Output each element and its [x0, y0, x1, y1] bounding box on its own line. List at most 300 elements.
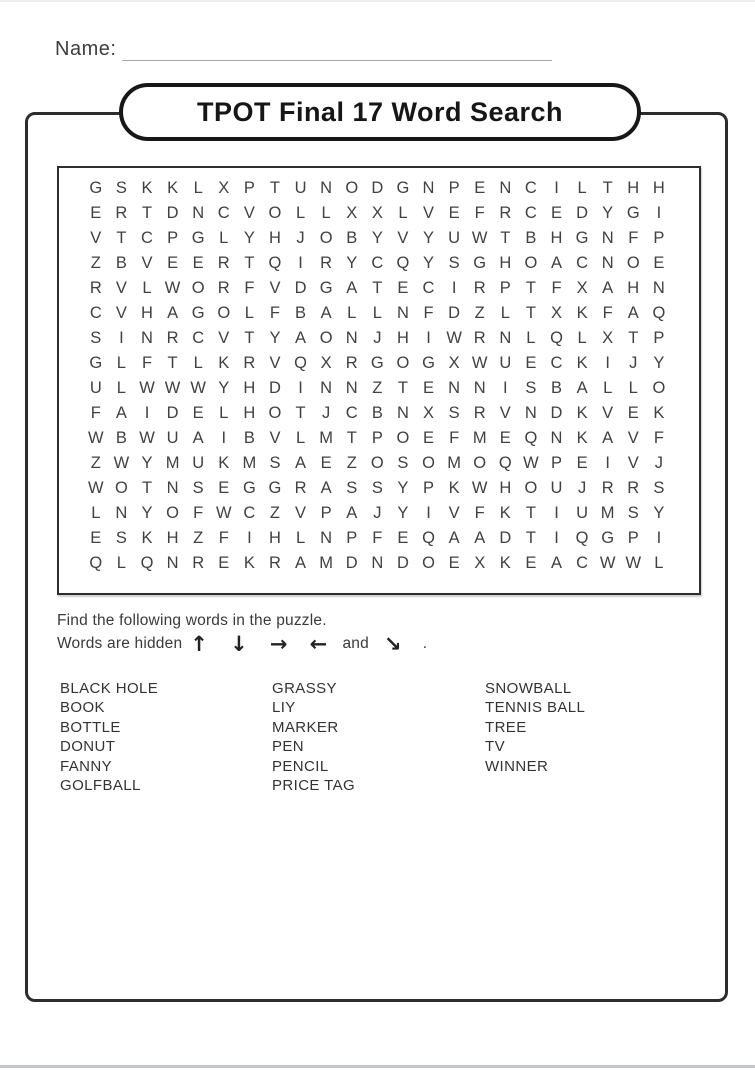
grid-letter: R — [601, 479, 614, 497]
grid-letter: X — [218, 179, 230, 197]
grid-letter: A — [576, 379, 588, 397]
grid-letter: O — [396, 354, 410, 372]
grid-letter: C — [243, 504, 256, 522]
grid-letter: H — [627, 179, 640, 197]
grid-letter: H — [550, 229, 563, 247]
grid-letter: A — [115, 404, 127, 422]
grid-letter: L — [244, 304, 254, 322]
grid-letter: T — [525, 279, 536, 297]
grid-letter: T — [525, 529, 536, 547]
grid-letter: D — [294, 279, 307, 297]
grid-letter: K — [576, 354, 588, 372]
grid-letter: R — [473, 279, 486, 297]
grid-letter: E — [525, 354, 537, 372]
grid-letter: R — [115, 204, 128, 222]
grid-letter: H — [268, 229, 281, 247]
grid-letter: P — [423, 479, 435, 497]
grid-letter: L — [526, 329, 536, 347]
grid-letter: L — [654, 554, 664, 572]
grid-letter: X — [550, 304, 562, 322]
grid-letter: N — [499, 179, 512, 197]
grid-letter: L — [628, 379, 638, 397]
grid-letter: V — [499, 404, 511, 422]
grid-letter: F — [474, 504, 485, 522]
grid-letter: Y — [397, 504, 409, 522]
grid-letter: D — [499, 529, 512, 547]
grid-letter: W — [471, 479, 488, 497]
grid-letter: Y — [218, 379, 230, 397]
grid-letter: S — [653, 479, 665, 497]
grid-letter: O — [319, 229, 333, 247]
grid-letter: A — [602, 429, 614, 447]
grid-letter: W — [446, 329, 462, 347]
grid-letter: Y — [653, 354, 665, 372]
grid-letter: Y — [269, 329, 281, 347]
grid-letter: S — [115, 529, 127, 547]
grid-letter: N — [473, 379, 486, 397]
grid-letter: D — [371, 179, 384, 197]
grid-letter: V — [141, 254, 153, 272]
grid-letter: H — [268, 529, 281, 547]
grid-letter: Y — [243, 229, 255, 247]
grid-letter: N — [345, 379, 358, 397]
grid-letter: A — [448, 529, 460, 547]
grid-letter: G — [319, 279, 333, 297]
grid-letter: Y — [602, 204, 614, 222]
grid-letter: P — [653, 229, 665, 247]
grid-letter: Z — [193, 529, 204, 547]
grid-letter: F — [551, 279, 562, 297]
up-arrow-icon: ↑ — [190, 632, 209, 656]
grid-letter: C — [524, 179, 537, 197]
grid-letter: B — [295, 304, 307, 322]
word-list-column — [60, 679, 260, 795]
grid-letter: N — [499, 329, 512, 347]
grid-letter: R — [192, 554, 205, 572]
page-bottom-edge — [0, 1065, 755, 1068]
word-list-column — [272, 679, 472, 795]
grid-letter: F — [218, 529, 229, 547]
grid-letter: T — [167, 354, 178, 372]
grid-letter: L — [347, 304, 357, 322]
grid-letter: V — [627, 454, 639, 472]
grid-letter: B — [525, 229, 537, 247]
grid-letter: G — [89, 354, 103, 372]
grid-letter: Q — [396, 254, 410, 272]
grid-letter: G — [626, 204, 640, 222]
grid-letter: T — [295, 404, 306, 422]
grid-letter: L — [603, 379, 613, 397]
grid-letter: B — [115, 254, 127, 272]
grid-letter: N — [601, 229, 614, 247]
grid-letter: J — [373, 329, 382, 347]
word-item: GRASSY — [272, 680, 337, 697]
grid-letter: A — [192, 429, 204, 447]
grid-letter: E — [550, 204, 562, 222]
grid-letter: J — [654, 454, 663, 472]
grid-letter: A — [295, 329, 307, 347]
grid-letter: V — [448, 504, 460, 522]
word-item: PENCIL — [272, 757, 329, 775]
instructions — [57, 612, 427, 654]
grid-letter: E — [90, 529, 102, 547]
grid-letter: A — [295, 454, 307, 472]
grid-letter: E — [423, 429, 435, 447]
grid-letter: I — [554, 529, 559, 547]
grid-letter: I — [451, 279, 457, 297]
direction-arrows — [182, 634, 338, 654]
grid-letter: A — [320, 479, 332, 497]
grid-letter: O — [422, 554, 435, 572]
grid-letter: O — [524, 479, 538, 497]
grid-letter: E — [397, 529, 409, 547]
grid-letter: Q — [524, 429, 538, 447]
grid-letter: I — [605, 454, 610, 472]
grid-letter: C — [422, 279, 435, 297]
grid-letter: T — [372, 279, 383, 297]
grid-letter: U — [166, 429, 179, 447]
grid-letter: G — [89, 179, 103, 197]
grid-letter: Q — [268, 254, 282, 272]
grid-letter: B — [371, 404, 383, 422]
grid-letter: F — [423, 304, 434, 322]
name-line[interactable] — [122, 38, 552, 61]
grid-letter: J — [577, 479, 587, 497]
grid-letter: W — [471, 354, 488, 372]
instructions-line2 — [57, 634, 427, 654]
grid-letter: R — [473, 329, 486, 347]
grid-letter: S — [371, 479, 383, 497]
down-arrow-icon: ↓ — [230, 632, 248, 656]
grid-letter: J — [322, 404, 331, 422]
grid-letter: T — [525, 304, 536, 322]
grid-letter: D — [396, 554, 409, 572]
grid-letter: N — [550, 429, 563, 447]
grid-letter: B — [243, 429, 255, 447]
grid-letter: G — [370, 354, 384, 372]
grid-letter: I — [119, 329, 124, 347]
grid-letter: N — [601, 254, 614, 272]
grid-letter: U — [294, 179, 307, 197]
grid-letter: K — [141, 179, 153, 197]
word-item: DONUT — [60, 738, 116, 756]
grid-letter: Y — [346, 254, 358, 272]
grid-letter: E — [448, 554, 460, 572]
grid-letter: C — [217, 204, 230, 222]
grid-letter: O — [524, 254, 538, 272]
word-item: WINNER — [485, 757, 549, 775]
grid-letter: N — [166, 479, 179, 497]
grid-letter: I — [221, 429, 227, 447]
grid-letter: M — [165, 454, 180, 472]
grid-letter: L — [372, 304, 382, 322]
grid-letter: W — [139, 429, 155, 447]
grid-letter: O — [319, 329, 333, 347]
grid-letter: O — [217, 304, 231, 322]
grid-letter: V — [243, 204, 255, 222]
grid-letter: L — [321, 204, 331, 222]
grid-letter: W — [190, 379, 206, 397]
grid-letter: H — [243, 379, 256, 397]
grid-letter: G — [396, 179, 410, 197]
grid-letter: N — [115, 504, 128, 522]
instructions-line1: Find the following words in the puzzle. — [57, 612, 327, 629]
grid-letter: O — [652, 379, 666, 397]
grid-letter: W — [164, 279, 181, 297]
grid-letter: Q — [652, 304, 666, 322]
instructions-period: . — [422, 635, 428, 652]
grid-letter: W — [625, 554, 642, 572]
grid-letter: I — [656, 204, 662, 222]
grid-letter: C — [89, 304, 102, 322]
grid-letter: K — [576, 404, 588, 422]
grid-letter: R — [217, 279, 230, 297]
page-top-edge — [0, 0, 755, 2]
instructions-line2-prefix: Words are hidden — [57, 635, 183, 652]
grid-letter: F — [602, 304, 613, 322]
grid-letter: F — [141, 354, 153, 372]
grid-letter: N — [524, 404, 537, 422]
grid-letter: Y — [371, 229, 383, 247]
grid-letter: K — [499, 554, 511, 572]
grid-letter: Q — [89, 554, 103, 572]
down-right-arrow-icon: ↘ — [383, 632, 402, 656]
grid-letter: C — [550, 354, 563, 372]
grid-letter: G — [268, 479, 282, 497]
grid-letter: D — [166, 204, 179, 222]
grid-letter: G — [575, 229, 589, 247]
grid-letter: H — [652, 179, 665, 197]
grid-letter: I — [298, 254, 303, 272]
grid-letter: K — [167, 179, 179, 197]
word-item: LIY — [272, 699, 296, 717]
grid-letter: V — [269, 279, 281, 297]
grid-letter: H — [243, 404, 256, 422]
grid-letter: S — [115, 179, 127, 197]
grid-letter: M — [319, 554, 334, 572]
grid-letter: O — [626, 254, 640, 272]
grid-letter: V — [269, 354, 281, 372]
grid-letter: L — [193, 354, 203, 372]
grid-letter: T — [244, 329, 255, 347]
grid-letter: W — [88, 429, 104, 447]
grid-letter: M — [600, 504, 615, 522]
grid-letter: Q — [140, 554, 154, 572]
grid-letter: N — [141, 329, 153, 347]
grid-letter: K — [576, 304, 588, 322]
grid-letter: L — [116, 354, 126, 372]
grid-letter: H — [499, 254, 512, 272]
word-item: FANNY — [60, 757, 113, 775]
grid-letter: W — [471, 229, 488, 247]
grid-letter: L — [219, 229, 229, 247]
grid-letter: V — [115, 279, 127, 297]
grid-letter: R — [345, 354, 358, 372]
grid-letter: E — [90, 204, 102, 222]
grid-letter: L — [577, 179, 587, 197]
grid-letter: G — [473, 254, 487, 272]
word-item: PEN — [272, 738, 305, 756]
grid-letter: P — [550, 454, 562, 472]
grid-letter: T — [141, 204, 153, 222]
grid-letter: E — [499, 429, 511, 447]
grid-letter: I — [426, 329, 431, 347]
instructions-conjunction: and — [342, 635, 369, 652]
grid-letter: K — [218, 354, 230, 372]
grid-letter: P — [320, 504, 332, 522]
grid-letter: C — [371, 254, 384, 272]
grid-box — [57, 166, 701, 595]
grid-letter: E — [320, 454, 332, 472]
right-arrow-icon: → — [269, 632, 288, 656]
grid-letter: Q — [422, 529, 435, 547]
grid-letter: R — [243, 354, 256, 372]
grid-letter: Q — [294, 354, 307, 372]
grid-letter: K — [576, 429, 588, 447]
grid-letter: G — [191, 304, 205, 322]
grid-letter: R — [473, 404, 486, 422]
grid-letter: L — [142, 279, 152, 297]
grid-letter: G — [422, 354, 435, 372]
grid-letter: Z — [346, 454, 357, 472]
grid-letter: A — [320, 304, 332, 322]
grid-letter: T — [141, 479, 153, 497]
grid-letter: J — [373, 504, 382, 522]
grid-letter: L — [193, 179, 203, 197]
grid-letter: D — [448, 304, 461, 322]
grid-letter: X — [448, 354, 460, 372]
grid-letter: E — [448, 204, 460, 222]
grid-letter: U — [576, 504, 589, 522]
grid-letter: I — [554, 179, 559, 197]
grid-letter: K — [653, 404, 665, 422]
grid-letter: U — [550, 479, 563, 497]
grid-letter: D — [345, 554, 358, 572]
grid-letter: X — [371, 204, 383, 222]
grid-letter: W — [523, 454, 539, 472]
grid-letter: F — [90, 404, 101, 422]
grid-letter: U — [192, 454, 205, 472]
grid-letter: E — [474, 179, 486, 197]
grid-letter: Z — [372, 379, 383, 397]
grid-letter: D — [166, 404, 179, 422]
grid-letter: W — [164, 379, 181, 397]
grid-letter: K — [499, 504, 511, 522]
grid-letter: P — [167, 229, 179, 247]
grid-letter: L — [116, 379, 126, 397]
grid-letter: V — [423, 204, 435, 222]
grid-letter: Y — [141, 454, 153, 472]
grid-letter: N — [396, 304, 409, 322]
grid-letter: O — [473, 454, 487, 472]
grid-letter: F — [193, 504, 204, 522]
grid-letter: F — [372, 529, 383, 547]
grid-letter: C — [524, 204, 537, 222]
grid-letter: V — [90, 229, 102, 247]
grid-letter: F — [244, 279, 255, 297]
grid-letter: S — [90, 329, 102, 347]
grid-letter: S — [346, 479, 358, 497]
grid-letter: V — [397, 229, 409, 247]
grid-letter: O — [396, 429, 410, 447]
grid-letter: A — [167, 304, 179, 322]
grid-letter: O — [370, 454, 384, 472]
grid-letter: M — [447, 454, 461, 472]
grid-letter: D — [268, 379, 281, 397]
grid-letter: M — [319, 429, 334, 447]
grid-letter: G — [601, 529, 615, 547]
grid-letter: Y — [653, 504, 665, 522]
grid-letter: M — [472, 429, 487, 447]
grid-letter: L — [295, 529, 306, 547]
grid-letter: Z — [90, 454, 101, 472]
word-item: GOLFBALL — [60, 776, 141, 794]
grid-letter: Q — [498, 454, 512, 472]
grid-letter: A — [474, 529, 486, 547]
grid-letter: N — [192, 204, 205, 222]
grid-letter: N — [371, 554, 384, 572]
grid-letter: K — [141, 529, 153, 547]
grid-letter: I — [426, 504, 431, 522]
grid-letter: F — [474, 204, 485, 222]
grid-letter: W — [139, 379, 155, 397]
grid-letter: C — [192, 329, 205, 347]
grid-letter: A — [550, 254, 562, 272]
grid-letter: X — [346, 204, 358, 222]
grid-letter: O — [191, 279, 205, 297]
grid-letter: E — [218, 479, 230, 497]
grid-letter: L — [398, 204, 408, 222]
word-item: TV — [485, 738, 505, 756]
grid-letter: Q — [550, 329, 563, 347]
grid-letter: S — [627, 504, 639, 522]
word-list-column — [485, 679, 705, 776]
grid-letter: L — [219, 404, 229, 422]
grid-letter: N — [345, 329, 358, 347]
word-item: BLACK HOLE — [60, 680, 159, 697]
grid-letter: A — [627, 304, 639, 322]
grid-letter: Y — [141, 504, 153, 522]
grid-letter: Z — [269, 504, 280, 522]
grid-letter: X — [474, 554, 486, 572]
grid-letter: W — [88, 479, 104, 497]
grid-letter: N — [320, 529, 333, 547]
grid-letter: U — [499, 354, 512, 372]
left-arrow-icon: ← — [309, 632, 328, 656]
grid-letter: X — [423, 404, 435, 422]
grid-letter: N — [396, 404, 409, 422]
grid-letter: O — [268, 204, 282, 222]
grid-letter: T — [628, 329, 639, 347]
grid-letter: T — [346, 429, 357, 447]
grid-letter: N — [166, 554, 179, 572]
grid-letter: R — [499, 204, 512, 222]
grid-letter: S — [525, 379, 537, 397]
grid-letter: A — [295, 554, 307, 572]
grid-letter: O — [114, 479, 128, 497]
grid-letter: P — [653, 329, 665, 347]
grid-letter: L — [577, 329, 587, 347]
grid-letter: E — [192, 404, 204, 422]
grid-letter: H — [166, 529, 179, 547]
word-item: BOOK — [60, 699, 105, 717]
grid-letter: N — [448, 379, 461, 397]
grid-letter: I — [605, 354, 610, 372]
grid-letter: X — [320, 354, 332, 372]
grid-letter: N — [652, 279, 665, 297]
grid-letter: P — [243, 179, 255, 197]
grid-letter: B — [346, 229, 358, 247]
